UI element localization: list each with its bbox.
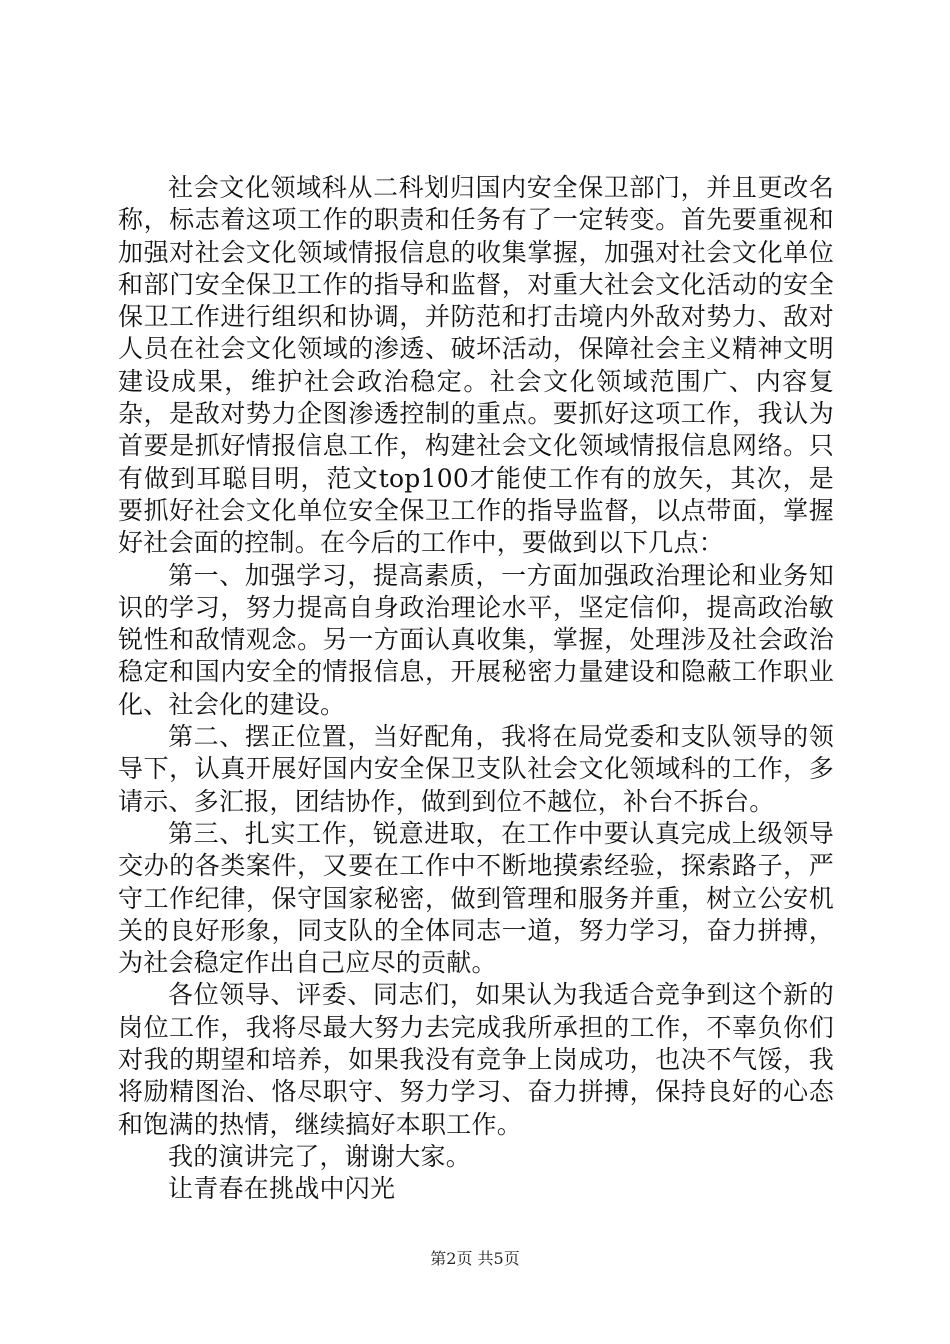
page-footer: 第2页 共5页	[430, 1249, 520, 1268]
paragraph-point-one: 第一、加强学习，提高素质，一方面加强政治理论和业务知识的学习，努力提高自身政治理论水平，坚定信仰，提高政治敏锐性和敌情观念。另一方面认真收集，掌握，处理涉及社会政治稳定和国内安全的情报信息，开展秘密力量建设和隐蔽工作职业化、社会化的建设。	[118, 560, 834, 719]
paragraph-closing-pledge: 各位领导、评委、同志们，如果认为我适合竞争到这个新的岗位工作，我将尽最大努力去完成我所承担的工作，不辜负你们对我的期望和培养，如果我没有竞争上岗成功，也决不气馁，我将励精图治、恪尽职守、努力学习、奋力拼搏，保持良好的心态和饱满的热情，继续搞好本职工作。	[118, 980, 834, 1139]
document-body	[118, 172, 834, 1206]
paragraph-next-title: 让青春在挑战中闪光	[168, 1174, 396, 1204]
paragraph-intro: 社会文化领域科从二科划归国内安全保卫部门，并且更改名称，标志着这项工作的职责和任务有了一定转变。首先要重视和加强对社会文化领域情报信息的收集掌握，加强对社会文化单位和部门安全保卫工作的指导和监督，对重大社会文化活动的安全保卫工作进行组织和协调，并防范和打击境内外敌对势力、敌对人员在社会文化领域的渗透、破坏活动，保障社会主义精神文明建设成果，维护社会政治稳定。社会文化领域范围广、内容复杂，是敌对势力企图渗透控制的重点。要抓好这项工作，我认为首要是抓好情报信息工作，构建社会文化领域情报信息网络。只有做到耳聪目明，范文top100才能使工作有的放矢，其次，是要抓好社会文化单位安全保卫工作的指导监督，以点带面，掌握好社会面的控制。在今后的工作中，要做到以下几点：	[118, 173, 834, 558]
paragraph-point-two: 第二、摆正位置，当好配角，我将在局党委和支队领导的领导下，认真开展好国内安全保卫支队社会文化领域科的工作，多请示、多汇报，团结协作，做到到位不越位，补台不拆台。	[118, 722, 834, 816]
paragraph-thanks: 我的演讲完了，谢谢大家。	[168, 1141, 472, 1171]
paragraph-point-three: 第三、扎实工作，锐意进取，在工作中要认真完成上级领导交办的各类案件，又要在工作中不断地摸索经验，探索路子，严守工作纪律，保守国家秘密，做到管理和服务并重，树立公安机关的良好形象，同支队的全体同志一道，努力学习，奋力拼搏，为社会稳定作出自己应尽的贡献。	[118, 818, 834, 978]
